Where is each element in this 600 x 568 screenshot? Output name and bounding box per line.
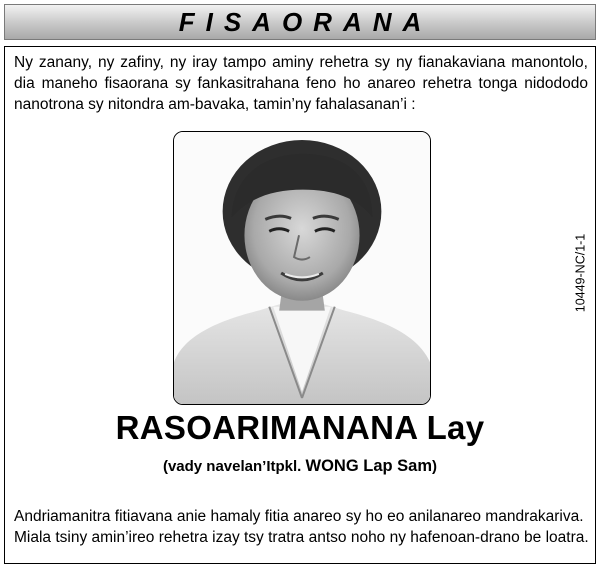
portrait-illustration bbox=[174, 132, 430, 404]
closing-paragraph bbox=[14, 506, 588, 548]
subtitle-suffix: ) bbox=[432, 458, 438, 475]
header-title: FISAORANA bbox=[178, 6, 433, 37]
subtitle-prefix: (vady navelan’Itpkl. bbox=[162, 458, 302, 475]
deceased-subtitle bbox=[4, 455, 596, 478]
intro-paragraph: Ny zanany, ny zafiny, ny iray tampo aminy rehetra sy ny fianakaviana manontolo, dia maneho fisaorana sy fankasitrahana feno ho anareo rehetra tonga nidododo nanotrona sy nitondra am-bavaka, tamin’ny fahalasanan’i : bbox=[14, 54, 588, 113]
ad-reference-text: 10449-NC/1-1 bbox=[573, 233, 588, 313]
closing-line-2: Miala tsiny amin’ireo rehetra izay tsy tratra antso noho ny hafenoan-drano be loatra. bbox=[14, 529, 589, 546]
ad-reference-code bbox=[570, 228, 590, 318]
deceased-name: RASOARIMANANA Lay bbox=[115, 409, 485, 446]
header-banner bbox=[4, 4, 596, 40]
closing-line-1: Andriamanitra fitiavana anie hamaly fitia anareo sy ho eo anilanareo mandrakariva. bbox=[14, 508, 584, 525]
spouse-name: WONG Lap Sam bbox=[305, 457, 433, 475]
portrait-photo bbox=[173, 131, 431, 405]
